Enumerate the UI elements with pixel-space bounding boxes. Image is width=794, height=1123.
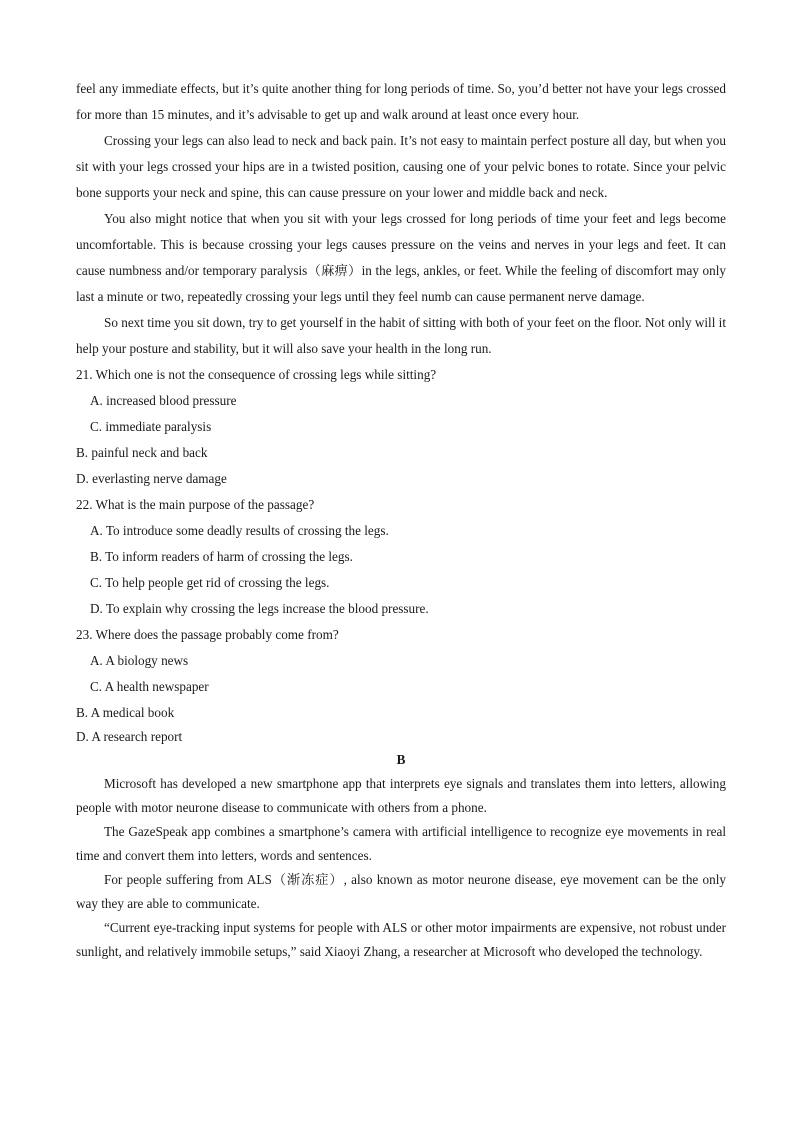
answer-option: A. To introduce some deadly results of crossing the legs. <box>90 523 389 538</box>
passage-b <box>76 748 726 964</box>
passage-a-paragraph: feel any immediate effects, but it’s quite another thing for long periods of time. So, you’d better not have your legs crossed for more than 15 minutes, and it’s advisable to get up and walk around at least once every hour. <box>76 81 726 122</box>
passage-b-paragraph: “Current eye-tracking input systems for people with ALS or other motor impairments are expensive, not robust under sunlight, and relatively immobile setups,” said Xiaoyi Zhang, a researcher at Microsoft who developed the technology. <box>76 920 726 959</box>
answer-option: A. increased blood pressure <box>90 393 237 408</box>
question-stem: 22. What is the main purpose of the passage? <box>76 497 315 512</box>
answer-option: B. To inform readers of harm of crossing the legs. <box>90 549 353 564</box>
answer-option: D. To explain why crossing the legs increase the blood pressure. <box>90 601 429 616</box>
answer-option: C. immediate paralysis <box>90 419 212 434</box>
question-22 <box>76 492 726 622</box>
passage-a <box>76 76 726 362</box>
passage-b-paragraph: For people suffering from ALS（渐冻症）, also known as motor neurone disease, eye movement can be the only way they are able to communicate. <box>76 872 726 911</box>
question-23 <box>76 622 726 748</box>
answer-option: C. A health newspaper <box>90 679 209 694</box>
answer-option: D. everlasting nerve damage <box>76 471 227 486</box>
answer-option: D. A research report <box>76 729 183 744</box>
answer-option: B. painful neck and back <box>76 445 208 460</box>
answer-option: C. To help people get rid of crossing the legs. <box>90 575 330 590</box>
passage-b-paragraph: The GazeSpeak app combines a smartphone’s camera with artificial intelligence to recognize eye movements in real time and convert them into letters, words and sentences. <box>76 824 726 863</box>
answer-option: A. A biology news <box>90 653 189 668</box>
passage-b-paragraph: Microsoft has developed a new smartphone app that interprets eye signals and translates them into letters, allowing people with motor neurone disease to communicate with others from a phone. <box>76 776 726 815</box>
passage-a-paragraph: Crossing your legs can also lead to neck and back pain. It’s not easy to maintain perfect posture all day, but when you sit with your legs crossed your hips are in a twisted position, causing one of your pelvic bones to rotate. Since your pelvic bone supports your neck and spine, this can cause pressure on your lower and middle back and neck. <box>76 133 726 200</box>
passage-a-paragraph: You also might notice that when you sit with your legs crossed for long periods of time your feet and legs become uncomfortable. This is because crossing your legs causes pressure on the veins and nerves in your legs and feet. It can cause numbness and/or temporary paralysis（麻痹）in the legs, ankles, or feet. While the feeling of discomfort may only last a minute or two, repeatedly crossing your legs until they feel numb can cause permanent nerve damage. <box>76 211 726 304</box>
passage-a-paragraph: So next time you sit down, try to get yourself in the habit of sitting with both of your feet on the floor. Not only will it help your posture and stability, but it will also save your health in the long run. <box>76 315 726 356</box>
answer-option: B. A medical book <box>76 705 175 720</box>
question-stem: 23. Where does the passage probably come from? <box>76 627 339 642</box>
section-heading: B <box>396 752 406 767</box>
question-stem: 21. Which one is not the consequence of crossing legs while sitting? <box>76 367 437 382</box>
question-21 <box>76 362 726 492</box>
page-content <box>76 76 726 964</box>
